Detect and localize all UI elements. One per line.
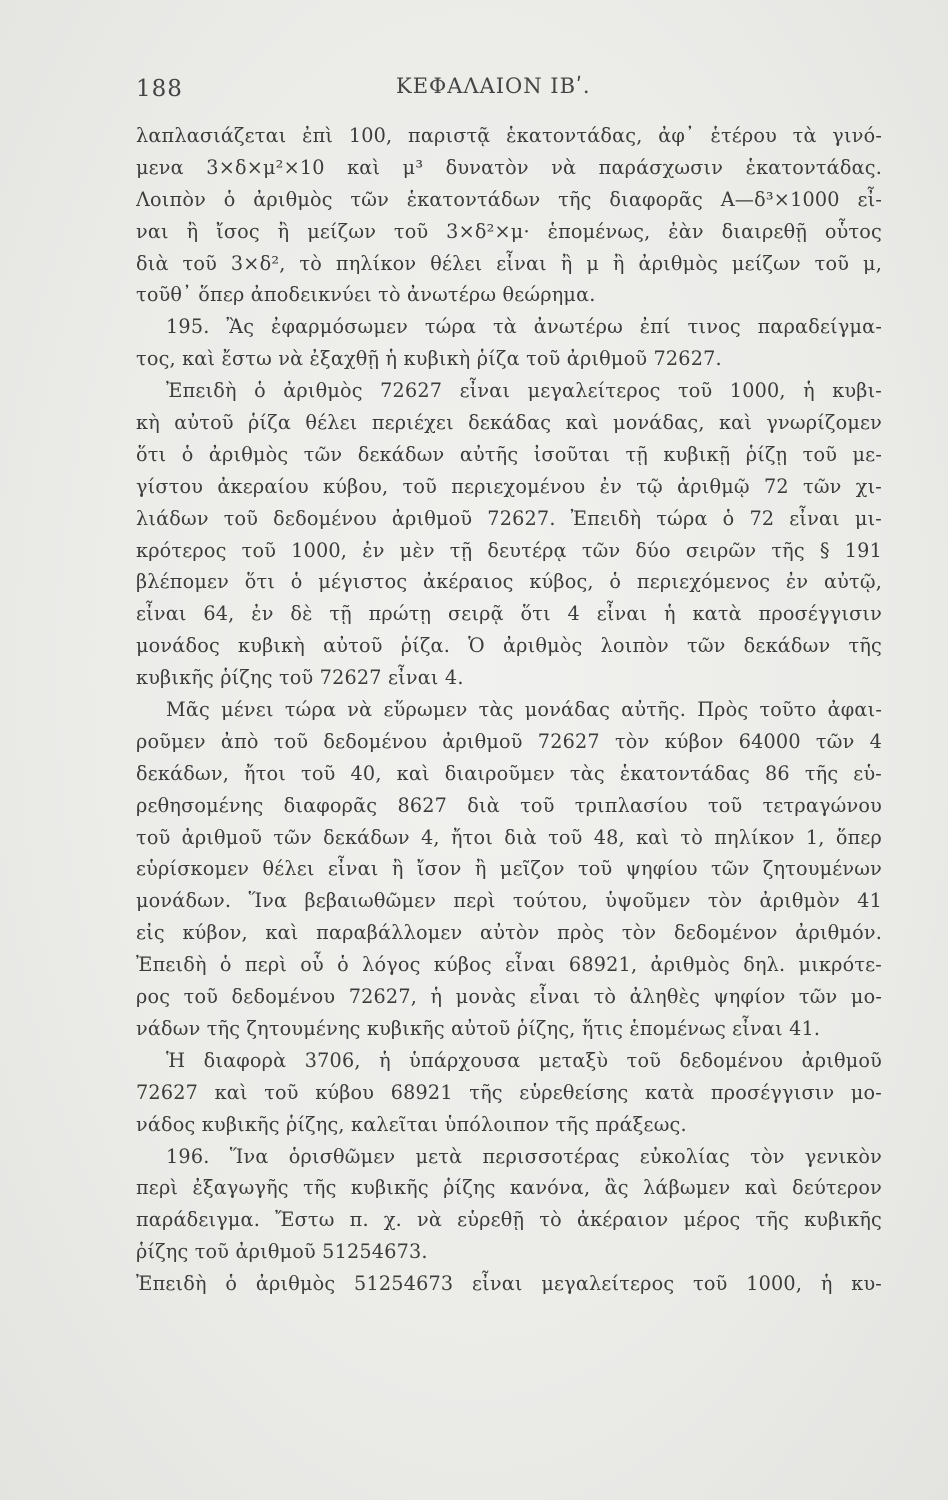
text-line: δεκάδων, ἤτοι τοῦ 40, καὶ διαιροῦμεν τὰς ἑκατοντάδας 86 τῆς εὑ- <box>136 761 882 785</box>
text-line: ρεθησομένης διαφορᾶς 8627 διὰ τοῦ τριπλασίου τοῦ τετραγώνου <box>136 793 882 817</box>
body-text <box>136 120 882 1300</box>
text-line: ροῦμεν ἀπὸ τοῦ δεδομένου ἀριθμοῦ 72627 τὸν κύβον 64000 τῶν 4 <box>136 729 882 753</box>
text-line: γίστου ἀκεραίου κύβου, τοῦ περιεχομένου ἐν τῷ ἀριθμῷ 72 τῶν χι- <box>136 474 882 498</box>
text-line: ὅτι ὁ ἀριθμὸς τῶν δεκάδων αὐτῆς ἰσοῦται τῇ κυβικῇ ῥίζῃ τοῦ με- <box>136 442 882 466</box>
text-line: λιάδων τοῦ δεδομένου ἀριθμοῦ 72627. Ἐπειδὴ τώρα ὁ 72 εἶναι μι- <box>136 506 882 530</box>
text-line: κυβικῆς ῥίζης τοῦ 72627 εἶναι 4. <box>136 666 464 690</box>
text-line: 196. Ἵνα ὁρισθῶμεν μετὰ περισσοτέρας εὐκολίας τὸν γενικὸν <box>166 1144 882 1168</box>
text-line: κρότερος τοῦ 1000, ἐν μὲν τῇ δευτέρᾳ τῶν δύο σειρῶν τῆς § 191 <box>136 538 882 562</box>
text-line: Ἐπειδὴ ὁ ἀριθμὸς 72627 εἶναι μεγαλείτερος τοῦ 1000, ἡ κυβι- <box>166 379 882 403</box>
text-line: κὴ αὐτοῦ ῥίζα θέλει περιέχει δεκάδας καὶ μονάδας, καὶ γνωρίζομεν <box>136 411 882 435</box>
text-line: βλέπομεν ὅτι ὁ μέγιστος ἀκέραιος κύβος, ὁ περιεχόμενος ἐν αὐτῷ, <box>136 570 882 594</box>
running-head: ΚΕΦΑΛΑΙΟΝ ΙΒʹ. <box>396 74 591 98</box>
text-line: Ἡ διαφορὰ 3706, ἡ ὑπάρχουσα μεταξὺ τοῦ δεδομένου ἀριθμοῦ <box>166 1048 882 1072</box>
page-number: 188 <box>136 76 183 102</box>
page-header <box>136 70 886 110</box>
text-line: τοῦθ᾽ ὅπερ ἀποδεικνύει τὸ ἀνωτέρω θεώρημα. <box>136 283 596 307</box>
text-line: τοῦ ἀριθμοῦ τῶν δεκάδων 4, ἤτοι διὰ τοῦ 48, καὶ τὸ πηλίκον 1, ὅπερ <box>136 825 882 849</box>
text-line: λαπλασιάζεται ἐπὶ 100, παριστᾷ ἑκατοντάδας, ἀφ᾽ ἑτέρου τὰ γινό- <box>136 124 882 147</box>
text-line: ρος τοῦ δεδομένου 72627, ἡ μονὰς εἶναι τὸ ἀληθὲς ψηφίον τῶν μο- <box>136 985 882 1009</box>
text-line: νάδος κυβικῆς ῥίζης, καλεῖται ὑπόλοιπον τῆς πράξεως. <box>136 1112 687 1136</box>
text-line: 195. Ἂς ἐφαρμόσωμεν τώρα τὰ ἀνωτέρω ἐπί τινος παραδείγμα- <box>166 315 882 339</box>
text-line: Ἐπειδὴ ὁ ἀριθμὸς 51254673 εἶναι μεγαλείτερος τοῦ 1000, ἡ κυ- <box>136 1272 882 1296</box>
text-line: Μᾶς μένει τώρα νὰ εὕρωμεν τὰς μονάδας αὐτῆς. Πρὸς τοῦτο ἀφαι- <box>166 698 882 722</box>
text-line: εἰς κύβον, καὶ παραβάλλομεν αὐτὸν πρὸς τὸν δεδομένον ἀριθμόν. <box>136 921 882 945</box>
text-line: ῥίζης τοῦ ἀριθμοῦ 51254673. <box>136 1240 428 1264</box>
text-line: εὑρίσκομεν θέλει εἶναι ἢ ἴσον ἢ μεῖζον τοῦ ψηφίου τῶν ζητουμένων <box>136 857 882 881</box>
text-line: διὰ τοῦ 3×δ², τὸ πηλίκον θέλει εἶναι ἢ μ ἢ ἀριθμὸς μείζων τοῦ μ, <box>136 251 882 275</box>
text-line: περὶ ἐξαγωγῆς τῆς κυβικῆς ῥίζης κανόνα, ἂς λάβωμεν καὶ δεύτερον <box>136 1176 882 1200</box>
text-line: τος, καὶ ἔστω νὰ ἐξαχθῇ ἡ κυβικὴ ῥίζα τοῦ ἀριθμοῦ 72627. <box>136 347 722 371</box>
text-line: μονάδος κυβικὴ αὐτοῦ ῥίζα. Ὁ ἀριθμὸς λοιπὸν τῶν δεκάδων τῆς <box>136 634 882 658</box>
text-line: μενα 3×δ×μ²×10 καὶ μ³ δυνατὸν νὰ παράσχωσιν ἑκατοντάδας. <box>136 155 882 179</box>
text-line: 72627 καὶ τοῦ κύβου 68921 τῆς εὑρεθείσης κατὰ προσέγγισιν μο- <box>136 1080 882 1104</box>
text-line: εἶναι 64, ἐν δὲ τῇ πρώτῃ σειρᾷ ὅτι 4 εἶναι ἡ κατὰ προσέγγισιν <box>136 602 882 626</box>
text-line: παράδειγμα. Ἔστω π. χ. νὰ εὑρεθῇ τὸ ἀκέραιον μέρος τῆς κυβικῆς <box>136 1208 882 1232</box>
text-line: νάδων τῆς ζητουμένης κυβικῆς αὐτοῦ ῥίζης, ἥτις ἑπομένως εἶναι 41. <box>136 1016 821 1040</box>
text-line: Ἐπειδὴ ὁ περὶ οὗ ὁ λόγος κύβος εἶναι 68921, ἀριθμὸς δηλ. μικρότε- <box>136 953 882 977</box>
text-line: Λοιπὸν ὁ ἀριθμὸς τῶν ἑκατοντάδων τῆς διαφορᾶς Α—δ³×1000 εἶ- <box>136 187 882 211</box>
text-line: μονάδων. Ἵνα βεβαιωθῶμεν περὶ τούτου, ὑψοῦμεν τὸν ἀριθμὸν 41 <box>136 889 882 913</box>
text-line: ναι ἢ ἴσος ἢ μείζων τοῦ 3×δ²×μ· ἑπομένως, ἐὰν διαιρεθῇ οὗτος <box>136 219 882 243</box>
